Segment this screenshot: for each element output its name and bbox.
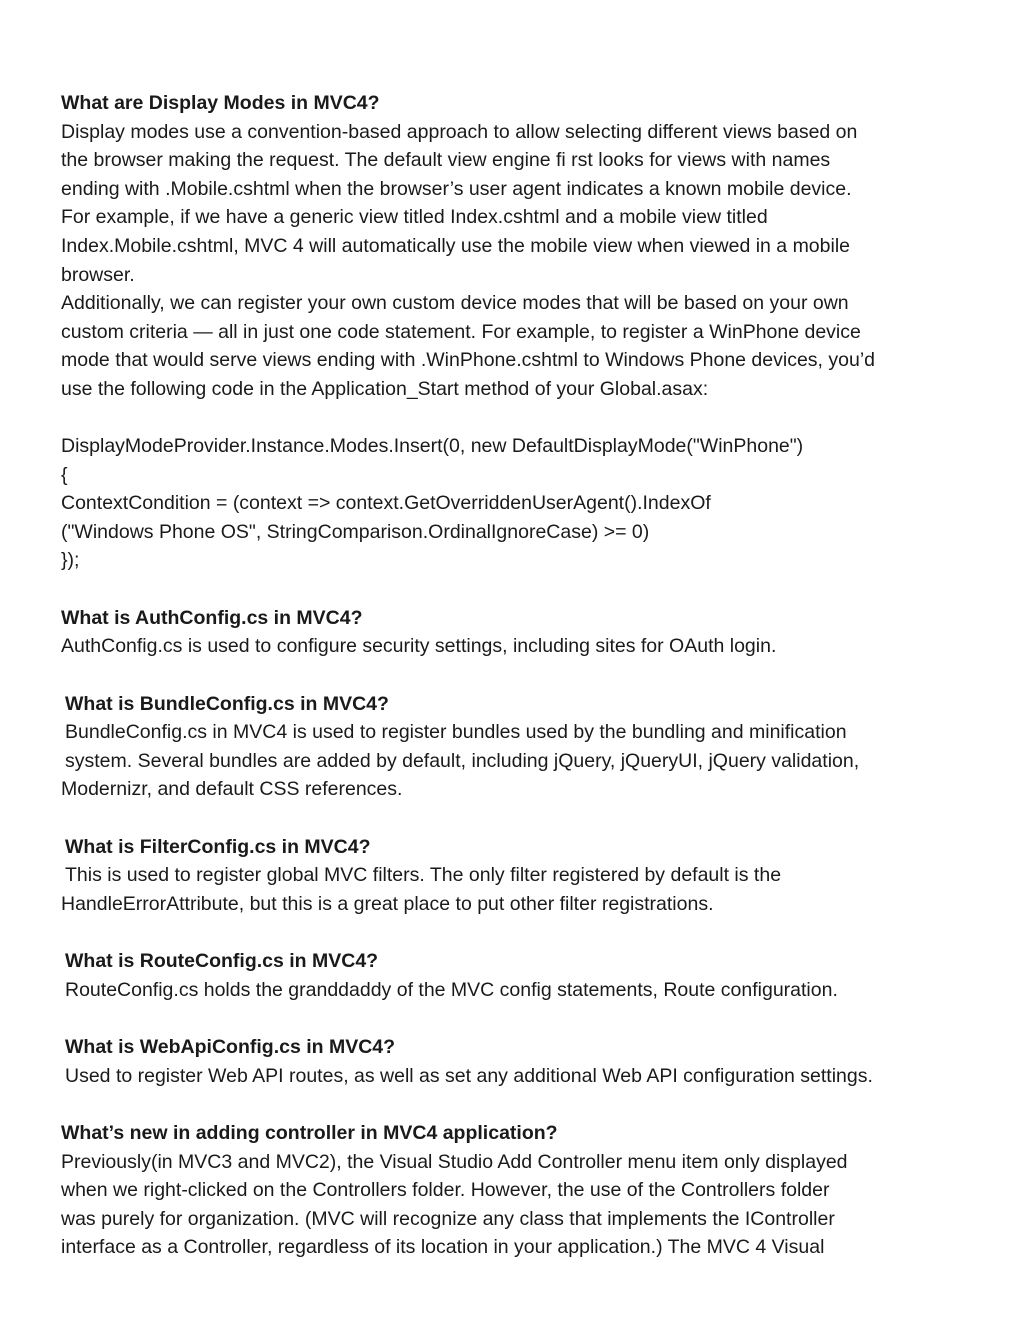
paragraph-line: RouteConfig.cs holds the granddaddy of the MVC config statements, Route configuration. <box>65 979 838 1001</box>
paragraph-line: when we right-clicked on the Controllers folder. However, the use of the Controllers folder <box>61 1179 830 1201</box>
heading-adding-controller: What’s new in adding controller in MVC4 application? <box>61 1122 558 1144</box>
paragraph-line: Modernizr, and default CSS references. <box>61 778 403 800</box>
paragraph-line: browser. <box>61 264 135 286</box>
paragraph-line: Display modes use a convention-based approach to allow selecting different views based on <box>61 121 858 143</box>
paragraph-line: AuthConfig.cs is used to configure security settings, including sites for OAuth login. <box>61 635 777 657</box>
paragraph-line: HandleErrorAttribute, but this is a great place to put other filter registrations. <box>61 893 714 915</box>
paragraph-line: Previously(in MVC3 and MVC2), the Visual Studio Add Controller menu item only displayed <box>61 1151 848 1173</box>
code-line: }); <box>61 549 80 571</box>
paragraph-line: mode that would serve views ending with .WinPhone.cshtml to Windows Phone devices, you’d <box>61 349 875 371</box>
paragraph-line: Additionally, we can register your own custom device modes that will be based on your own <box>61 292 849 314</box>
heading-bundleconfig: What is BundleConfig.cs in MVC4? <box>65 693 389 715</box>
paragraph-line: For example, if we have a generic view titled Index.cshtml and a mobile view titled <box>61 206 768 228</box>
paragraph-line: Used to register Web API routes, as well as set any additional Web API configuration settings. <box>65 1065 873 1087</box>
paragraph-line: system. Several bundles are added by default, including jQuery, jQueryUI, jQuery validation, <box>65 750 860 772</box>
paragraph-line: the browser making the request. The default view engine fi rst looks for views with names <box>61 149 831 171</box>
paragraph-line: BundleConfig.cs in MVC4 is used to register bundles used by the bundling and minification <box>65 721 847 743</box>
paragraph-line: This is used to register global MVC filters. The only filter registered by default is the <box>65 864 782 886</box>
code-line: DisplayModeProvider.Instance.Modes.Insert(0, new DefaultDisplayMode("WinPhone") <box>61 435 804 457</box>
paragraph-line: use the following code in the Application_Start method of your Global.asax: <box>61 378 709 400</box>
paragraph-line: custom criteria — all in just one code statement. For example, to register a WinPhone device <box>61 321 861 343</box>
paragraph-line: Index.Mobile.cshtml, MVC 4 will automatically use the mobile view when viewed in a mobile <box>61 235 851 257</box>
paragraph-line: was purely for organization. (MVC will recognize any class that implements the IController <box>61 1208 835 1230</box>
paragraph-line: interface as a Controller, regardless of its location in your application.) The MVC 4 Visual <box>61 1236 825 1258</box>
code-line: ContextCondition = (context => context.GetOverriddenUserAgent().IndexOf <box>61 492 711 514</box>
heading-authconfig: What is AuthConfig.cs in MVC4? <box>61 607 363 629</box>
code-line: ("Windows Phone OS", StringComparison.OrdinalIgnoreCase) >= 0) <box>61 521 650 543</box>
paragraph-line: ending with .Mobile.cshtml when the browser’s user agent indicates a known mobile device. <box>61 178 852 200</box>
heading-routeconfig: What is RouteConfig.cs in MVC4? <box>65 950 379 972</box>
code-line: { <box>61 464 68 486</box>
heading-webapiconfig: What is WebApiConfig.cs in MVC4? <box>65 1036 396 1058</box>
heading-filterconfig: What is FilterConfig.cs in MVC4? <box>65 836 371 858</box>
heading-display-modes: What are Display Modes in MVC4? <box>61 92 380 114</box>
